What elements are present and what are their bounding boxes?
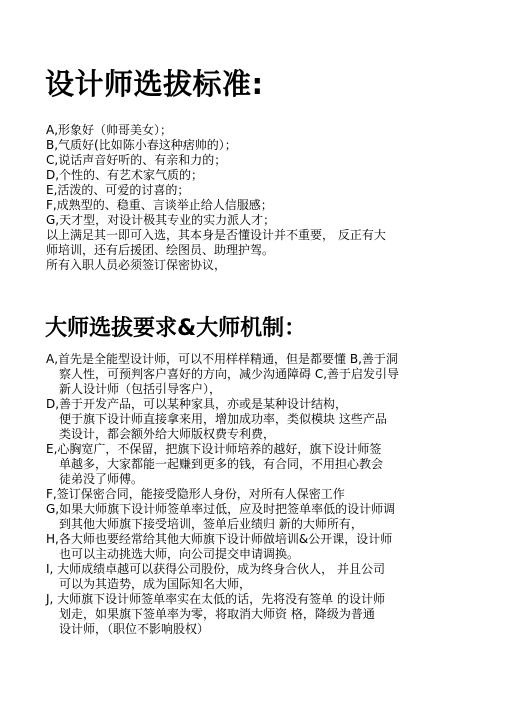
mechanism-line: 到其他大师旗下接受培训，签单后业绩归 新的大师所有， bbox=[59, 517, 363, 531]
standard-line: 所有入职人员必须签订保密协议， bbox=[46, 258, 227, 272]
mechanism-line: F,签订保密合同，能接受隐形人身份，对所有人保密工作 bbox=[46, 487, 345, 501]
standard-line: B,气质好(比如陈小春这种痞帅的）； bbox=[46, 138, 237, 152]
section-title-selection-standards: 设计师选拔标准: bbox=[45, 67, 264, 101]
selection-standards-list bbox=[46, 123, 486, 273]
mechanism-line: 类设计，都会额外给大师版权费专利费， bbox=[59, 427, 276, 441]
mechanism-line: I, 大师成绩卓越可以获得公司股份，成为终身合伙人， 并且公司 bbox=[46, 562, 385, 576]
mechanism-line: J, 大师旗下设计师签单率实在太低的话，先将没有签单 的设计师 bbox=[46, 592, 385, 606]
standard-line: G,天才型，对设计极其专业的实力派人才； bbox=[46, 213, 276, 227]
mechanism-line: 可以为其造势，成为国际知名大师， bbox=[59, 577, 252, 591]
standard-line: F,成熟型的、稳重、言谈举止给人信服感； bbox=[46, 198, 273, 212]
mechanism-line: 新人设计师（包括引导客户）， bbox=[59, 382, 222, 396]
mechanism-line: G,如果大师旗下设计师签单率过低，应及时把签单率低的设计师调 bbox=[46, 502, 396, 516]
mechanism-line: A,首先是全能型设计师，可以不用样样精通，但是都要懂 B,善于洞 bbox=[46, 352, 398, 366]
standard-line: 师培训，还有后援团、绘图员、助理护驾。 bbox=[46, 243, 275, 257]
master-mechanism-list bbox=[46, 352, 486, 637]
mechanism-line: 察人性，可预判客户喜好的方向，减少沟通障碍 C,善于启发引导 bbox=[59, 367, 400, 381]
standard-line: A,形象好（帅哥美女）； bbox=[46, 123, 173, 137]
mechanism-line: 便于旗下设计师直接拿来用，增加成功率，类似模块 这些产品 bbox=[59, 412, 387, 426]
mechanism-line: 也可以主动挑选大师，向公司提交申请调换。 bbox=[59, 547, 300, 561]
standard-line: E,活泼的、可爱的讨喜的； bbox=[46, 183, 190, 197]
mechanism-line: 划走，如果旗下签单率为零，将取消大师资 格，降级为普通 bbox=[59, 607, 375, 621]
mechanism-line: E,心胸宽广，不保留，把旗下设计师培养的越好，旗下设计师签 bbox=[46, 442, 382, 456]
mechanism-line: 设计师，（职位不影响股权） bbox=[59, 622, 210, 636]
standard-line: D,个性的、有艺术家气质的； bbox=[46, 168, 204, 182]
mechanism-line: 单越多，大家都能一起赚到更多的钱，有合同，不用担心教会 bbox=[59, 457, 384, 471]
mechanism-line: D,善于开发产品，可以某种家具，亦或是某种设计结构， bbox=[46, 397, 348, 411]
mechanism-line: 徒弟没了师傅。 bbox=[59, 472, 144, 486]
mechanism-line: H,各大师也要经常给其他大师旗下设计师做培训&公开课，设计师 bbox=[46, 532, 393, 546]
section-title-master-mechanism: 大师选拔要求&大师机制： bbox=[45, 316, 307, 341]
standard-line: C,说话声音好听的、有亲和力的； bbox=[46, 153, 227, 167]
standard-line: 以上满足其一即可入选，其本身是否懂设计并不重要， 反正有大 bbox=[46, 228, 386, 242]
